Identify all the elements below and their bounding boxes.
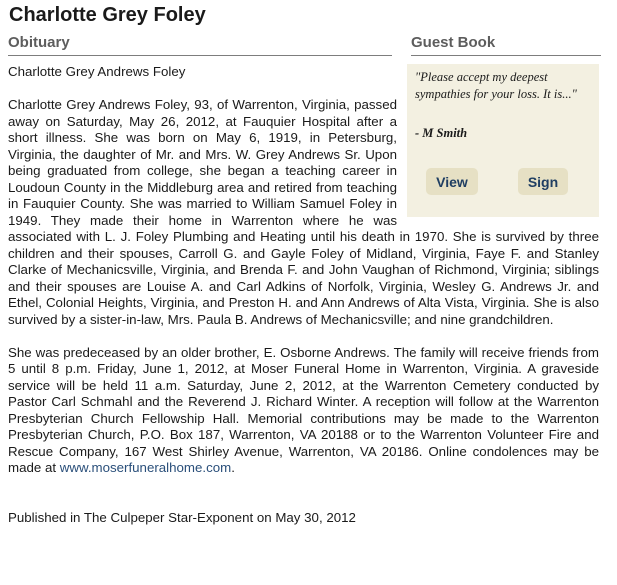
- obituary-paragraph-1: Charlotte Grey Andrews Foley, 93, of Warrenton, Virginia, passed away on Saturday, May 26, 2012, at Fauquier Hospital after a short illness. She was born on May 6, 1919, in Petersburg, Virginia, the daughter of Mr. and Mrs. W. Grey Andrews Sr. Upon being graduated from college, she began a teaching career in Loudoun County in the Middleburg area and retired from teaching in Fauquier County. She was married to William Samuel Foley in 1949. They made their home in Warrenton where he was associated with L. J. Foley Plumbing and Heating until his death in 1970. She is survived by three children and their spouses, Carroll G. and Gayle Foley of Midland, Virginia, Faye F. and Stanley Clarke of Mechanicsville, Virginia, and Brenda F. and John Vaughan of Richmond, Virginia; siblings and their spouses are Louise A. and Carl Adkins of Norfolk, Virginia, Wesley G. Andrews Jr. and Ethel, Colonial Heights, Virginia, and Preston H. and Ann Andrews of Alta Vista, Virginia. She is also survived by a sister-in-law, Mrs. Paula B. Andrews of Mechanicsville; and nine grandchildren.: [8, 97, 599, 327]
- guest-book-quote: "Please accept my deepest sympathies for your loss. It is...": [415, 70, 577, 101]
- obituary-heading: Obituary: [8, 34, 392, 56]
- page-title: Charlotte Grey Foley: [9, 4, 206, 26]
- obituary-content: [8, 64, 599, 526]
- obituary-intro: Charlotte Grey Andrews Foley: [8, 64, 186, 79]
- obituary-paragraph-2: [8, 345, 599, 477]
- view-button[interactable]: View: [426, 168, 478, 195]
- obituary-paragraph-2-end: .: [231, 460, 235, 475]
- funeral-home-link[interactable]: www.moserfuneralhome.com: [59, 460, 232, 475]
- sign-button[interactable]: Sign: [518, 168, 568, 195]
- guest-book-panel: [407, 64, 599, 217]
- obituary-paragraph-2-text: She was predeceased by an older brother, E. Osborne Andrews. The family will receive friends from 5 until 8 p.m. Friday, June 1, 2012, at Moser Funeral Home in Warrenton, Virginia. A graveside service will be held 11 a.m. Saturday, June 2, 2012, at the Warrenton Cemetery conducted by Pastor Carl Schmahl and the Reverend J. Richard Winter. A reception will follow at the Warrenton Presbyterian Church Fellowship Hall. Memorial contributions may be made to the Warrenton Presbyterian Church, P.O. Box 187, Warrenton, VA 20188 or to the Warrenton Volunteer Fire and Rescue Company, 167 West Shirley Avenue, Warrenton, VA 20186. Online condolences may be made at: [8, 344, 599, 475]
- published-line: Published in The Culpeper Star-Exponent on May 30, 2012: [8, 509, 356, 525]
- guest-book-heading: Guest Book: [411, 34, 601, 56]
- guest-book-signature: - M Smith: [415, 126, 468, 140]
